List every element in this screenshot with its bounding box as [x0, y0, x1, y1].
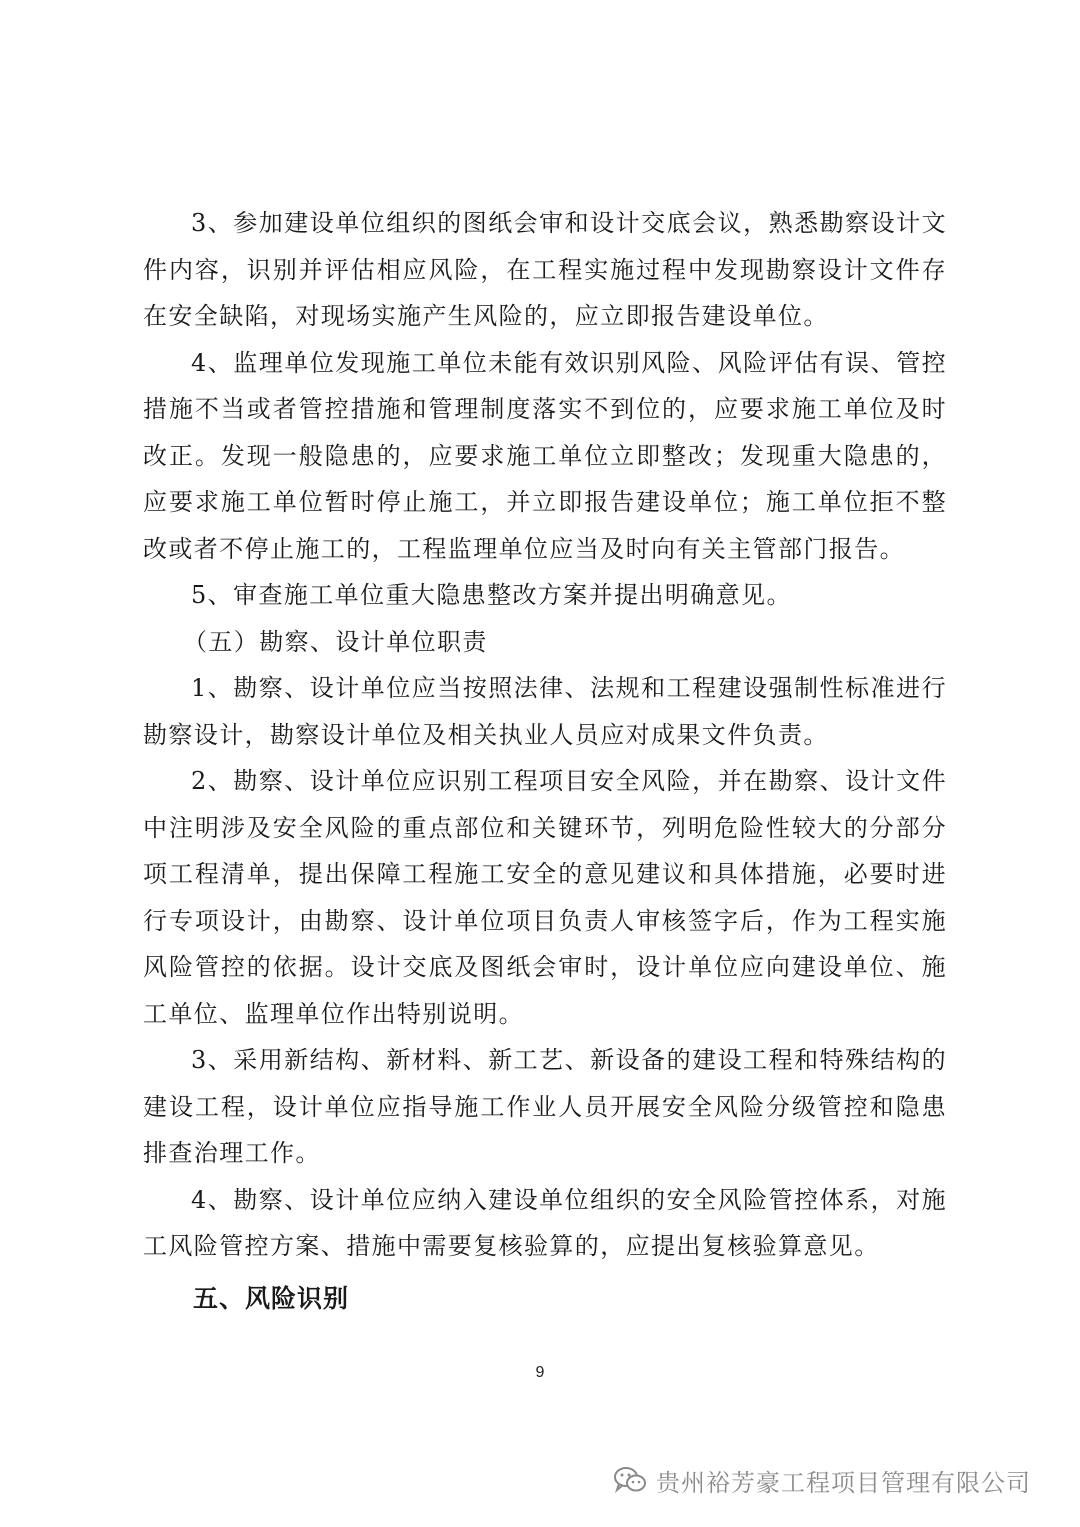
subsection-heading: （五）勘察、设计单位职责 — [183, 627, 488, 656]
paragraph: 3、采用新结构、新材料、新工艺、新设备的建设工程和特殊结构的建设工程，设计单位应指导施工作业人员开展安全风险分级管控和隐患排查治理工作。 — [143, 1046, 947, 1167]
paragraph: 4、勘察、设计单位应纳入建设单位组织的安全风险管控体系，对施工风险管控方案、措施中需要复核验算的，应提出复核验算意见。 — [143, 1185, 947, 1260]
watermark — [612, 1462, 1031, 1498]
paragraph: 4、监理单位发现施工单位未能有效识别风险、风险评估有误、管控措施不当或者管控措施和管理制度落实不到位的，应要求施工单位及时改正。发现一般隐患的，应要求施工单位立即整改；发现重大隐患的，应要求施工单位暂时停止施工，并立即报告建设单位；施工单位拒不整改或者不停止施工的，工程监理单位应当及时向有关主管部门报告。 — [143, 348, 947, 563]
paragraph: 3、参加建设单位组织的图纸会审和设计交底会议，熟悉勘察设计文件内容，识别并评估相应风险，在工程实施过程中发现勘察设计文件存在安全缺陷，对现场实施产生风险的，应立即报告建设单位。 — [143, 209, 947, 330]
section-heading: 五、风险识别 — [193, 1283, 350, 1313]
page-content — [143, 200, 947, 1322]
paragraph: 5、审查施工单位重大隐患整改方案并提出明确意见。 — [191, 581, 792, 609]
paragraph: 2、勘察、设计单位应识别工程项目安全风险，并在勘察、设计文件中注明涉及安全风险的重点部位和关键环节，列明危险性较大的分部分项工程清单，提出保障工程施工安全的意见建议和具体措施，必要时进行专项设计，由勘察、设计单位项目负责人审核签字后，作为工程实施风险管控的依据。设计交底及图纸会审时，设计单位应向建设单位、施工单位、监理单位作出特别说明。 — [143, 767, 947, 1028]
paragraph: 1、勘察、设计单位应当按照法律、法规和工程建设强制性标准进行勘察设计，勘察设计单位及相关执业人员应对成果文件负责。 — [143, 674, 947, 749]
watermark-text: 贵州裕芳豪工程项目管理有限公司 — [656, 1468, 1031, 1497]
page-number: 9 — [535, 1364, 545, 1381]
wechat-icon — [612, 1465, 648, 1495]
